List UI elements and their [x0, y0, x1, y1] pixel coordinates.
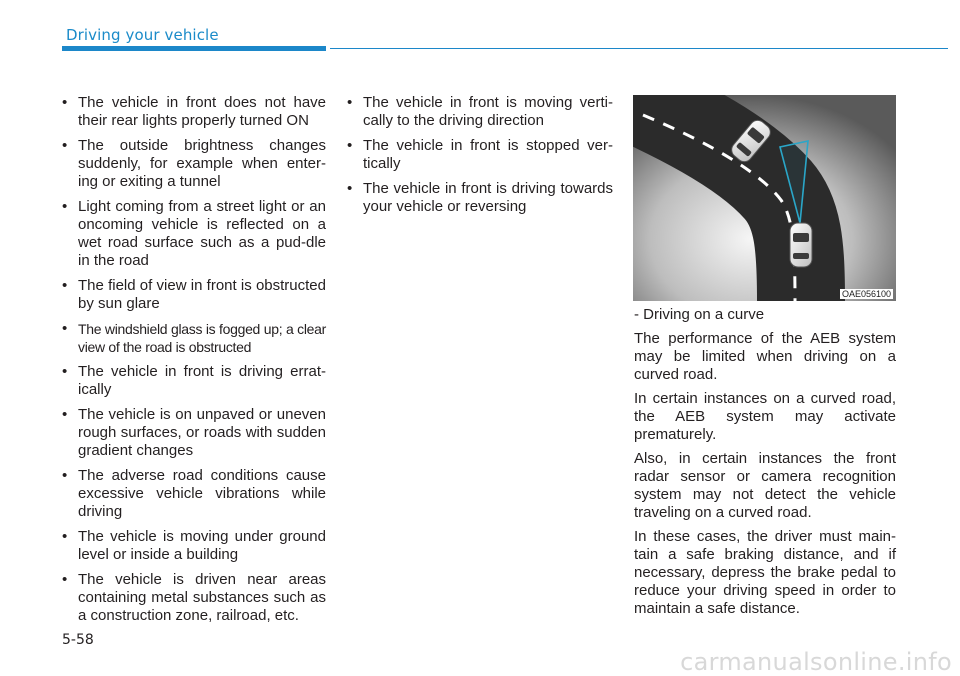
bullet-list	[347, 94, 613, 216]
bullet-list	[62, 94, 326, 625]
middle-column	[347, 94, 613, 223]
paragraph: Also, in certain instances the front radar sensor or camera recognition system may not detect the vehicle traveling on a curved road.	[634, 450, 896, 521]
bullet-icon: •	[347, 94, 353, 111]
bullet-icon: •	[62, 571, 68, 588]
header-rule-thick	[62, 46, 326, 51]
left-column	[62, 94, 326, 632]
bullet-icon: •	[62, 528, 68, 545]
bullet-icon: •	[62, 94, 68, 111]
watermark: carmanualsonline.info	[680, 648, 952, 676]
subsection-heading: - Driving on a curve	[634, 306, 765, 323]
bullet-icon: •	[62, 137, 68, 154]
list-item: • The vehicle is on unpaved or uneven rough surfaces, or roads with sudden gradient changes	[62, 406, 326, 459]
bullet-icon: •	[62, 363, 68, 380]
list-item: • The vehicle is moving under ground level or inside a building	[62, 528, 326, 563]
page-number: 5-58	[62, 632, 94, 648]
figure-caption: OAE056100	[841, 289, 891, 299]
list-item: • The outside brightness changes suddenly, for example when enter-ing or exiting a tunnel	[62, 137, 326, 190]
list-item: • The vehicle in front is stopped ver-tically	[347, 137, 613, 172]
list-item: • Light coming from a street light or an oncoming vehicle is reflected on a wet road surface such as a pud-dle in the road	[62, 198, 326, 269]
paragraph: In certain instances on a curved road, the AEB system may activate prematurely.	[634, 390, 896, 443]
list-item: • The field of view in front is obstructed by sun glare	[62, 277, 326, 312]
list-item: • The vehicle in front is driving errat-ically	[62, 363, 326, 398]
bullet-icon: •	[347, 137, 353, 154]
paragraph: The performance of the AEB system may be limited when driving on a curved road.	[634, 330, 896, 383]
own-vehicle	[790, 223, 812, 267]
curved-road-illustration	[633, 95, 896, 301]
right-column	[634, 306, 896, 624]
list-item: • The vehicle in front is moving verti-cally to the driving direction	[347, 94, 613, 129]
bullet-icon: •	[347, 180, 353, 197]
list-item: • The vehicle in front is driving towards your vehicle or reversing	[347, 180, 613, 215]
list-item: • The adverse road conditions cause excessive vehicle vibrations while driving	[62, 467, 326, 520]
curve-diagram	[633, 95, 896, 301]
paragraph: In these cases, the driver must main-tain a safe braking distance, and if necessary, depress the brake pedal to reduce your driving speed in order to maintain a safe distance.	[634, 528, 896, 617]
bullet-icon: •	[62, 198, 68, 215]
bullet-icon: •	[62, 406, 68, 423]
header-rule-thin	[330, 48, 948, 49]
bullet-icon: •	[62, 320, 68, 337]
bullet-icon: •	[62, 277, 68, 294]
list-item: • The vehicle in front does not have their rear lights properly turned ON	[62, 94, 326, 129]
list-item: • The windshield glass is fogged up; a clear view of the road is obstructed	[62, 320, 326, 355]
list-item: • The vehicle is driven near areas containing metal substances such as a construction zone, railroad, etc.	[62, 571, 326, 624]
section-title: Driving your vehicle	[66, 26, 219, 44]
bullet-icon: •	[62, 467, 68, 484]
